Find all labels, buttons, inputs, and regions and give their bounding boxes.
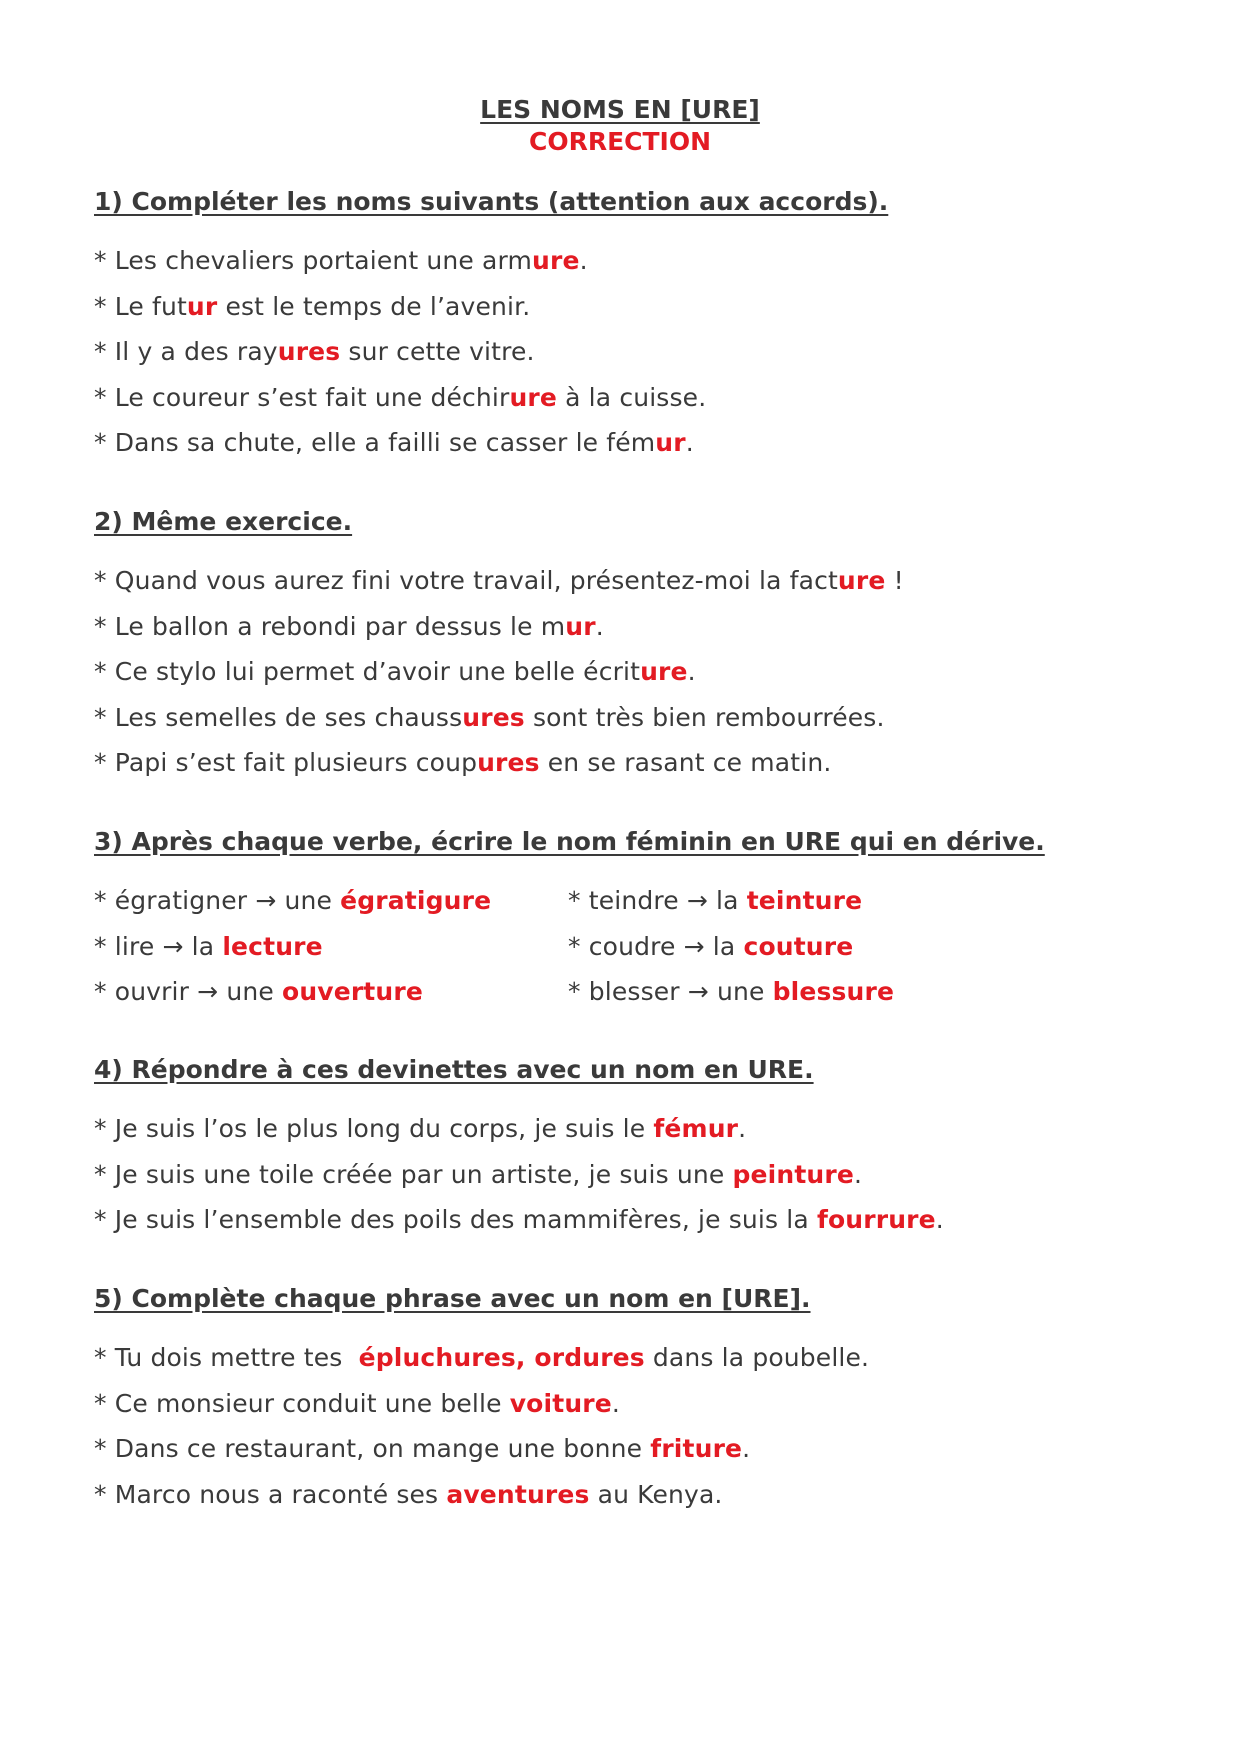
- line-text-before: * Dans sa chute, elle a failli se casser le fém: [94, 428, 656, 458]
- line-text-after: .: [611, 1388, 620, 1418]
- line-text-after: .: [685, 428, 694, 458]
- line-text-after: .: [579, 246, 588, 275]
- line-text-after: .: [742, 1434, 751, 1464]
- answer-text: fémur: [653, 1114, 739, 1143]
- exercise-line: [94, 1432, 1154, 1478]
- exercise-line: [568, 930, 1068, 976]
- answer-text: lecture: [222, 931, 323, 961]
- page-subtitle: CORRECTION: [528, 127, 712, 156]
- answer-text: voiture: [509, 1388, 612, 1418]
- line-text-after: .: [595, 611, 604, 641]
- exercise-3-title: 3) Après chaque verbe, écrire le nom féminin en URE qui en dérive.: [94, 827, 1045, 856]
- answer-text: ure: [837, 566, 886, 595]
- exercise-1-title: 1) Compléter les noms suivants (attention aux accords).: [94, 187, 889, 216]
- answer-text: ur: [186, 291, 218, 321]
- line-text-before: * Le coureur s’est fait une déchir: [94, 382, 510, 412]
- line-text-before: * Tu dois mettre tes: [94, 1343, 359, 1372]
- line-text-before: * Les chevaliers portaient une arm: [94, 246, 533, 275]
- exercise-line: [94, 1203, 1154, 1249]
- answer-text: fourrure: [816, 1205, 936, 1235]
- line-text-before: * Il y a des ray: [94, 337, 278, 367]
- line-text-after: au Kenya.: [589, 1479, 723, 1509]
- exercise-line: [94, 975, 568, 1021]
- exercise-3: [94, 826, 1154, 1021]
- line-text-after: dans la poubelle.: [644, 1343, 870, 1372]
- exercise-5-title: 5) Complète chaque phrase avec un nom en [URE].: [94, 1284, 811, 1313]
- answer-text: teinture: [746, 886, 863, 915]
- answer-text: égratigure: [340, 886, 492, 915]
- line-text-before: * Les semelles de ses chauss: [94, 702, 463, 732]
- answer-text: friture: [650, 1434, 743, 1464]
- answer-text: couture: [743, 931, 854, 961]
- answer-text: ur: [565, 611, 596, 641]
- exercise-line: [94, 244, 1154, 290]
- line-text-after: est le temps de l’avenir.: [217, 291, 531, 321]
- line-text-before: * Papi s’est fait plusieurs coup: [94, 748, 478, 778]
- exercise-line: [94, 426, 1154, 472]
- line-text-after: sur cette vitre.: [340, 337, 535, 367]
- line-text-before: * coudre → la: [568, 931, 744, 961]
- line-text-after: !: [885, 566, 904, 595]
- exercise-2: [94, 506, 1154, 792]
- line-text-before: * Ce monsieur conduit une belle: [94, 1388, 510, 1418]
- line-text-before: * teindre → la: [568, 886, 747, 915]
- line-text-before: * Quand vous aurez fini votre travail, présentez-moi la fact: [94, 566, 838, 595]
- exercise-1: [94, 186, 1154, 472]
- line-text-before: * Ce stylo lui permet d’avoir une belle écrit: [94, 657, 641, 687]
- exercise-line: [94, 1158, 1154, 1204]
- exercise-line: [94, 701, 1154, 747]
- line-text-before: * Je suis l’ensemble des poils des mammifères, je suis la: [94, 1205, 817, 1235]
- exercise-line: [94, 1387, 1154, 1433]
- exercise-line: [94, 746, 1154, 792]
- exercise-4-title: 4) Répondre à ces devinettes avec un nom en URE.: [94, 1055, 814, 1084]
- answer-text: ouverture: [282, 977, 423, 1007]
- answer-text: ures: [462, 702, 525, 732]
- line-text-before: * lire → la: [94, 931, 223, 961]
- exercise-line: [94, 290, 1154, 336]
- line-text-before: * ouvrir → une: [94, 977, 282, 1007]
- answer-text: ures: [277, 337, 341, 367]
- exercise-line: [94, 884, 568, 930]
- exercise-line: [94, 655, 1154, 701]
- line-text-after: à la cuisse.: [557, 382, 707, 412]
- exercise-1-items: [94, 244, 1154, 472]
- line-text-before: * Le fut: [94, 291, 187, 321]
- exercise-line: [94, 335, 1154, 381]
- exercise-line: [568, 975, 1068, 1021]
- exercise-line: [94, 1341, 1154, 1387]
- line-text-after: .: [853, 1159, 863, 1189]
- answer-text: ure: [640, 657, 688, 687]
- line-text-after: .: [935, 1205, 944, 1235]
- answer-text: ur: [655, 428, 686, 458]
- answer-text: ures: [477, 748, 540, 778]
- answer-text: aventures: [446, 1479, 590, 1509]
- exercise-line: [94, 1112, 1154, 1158]
- exercise-line: [568, 884, 1068, 930]
- exercise-line: [94, 564, 1154, 610]
- exercise-5: [94, 1283, 1154, 1523]
- exercise-line: [94, 610, 1154, 656]
- line-text-before: * égratigner → une: [94, 886, 341, 915]
- answer-text: blessure: [772, 977, 895, 1007]
- line-text-after: .: [687, 657, 696, 687]
- exercise-2-title: 2) Même exercice.: [94, 507, 353, 536]
- line-text-before: * Je suis l’os le plus long du corps, je suis le: [94, 1114, 654, 1143]
- answer-text: ure: [532, 246, 580, 275]
- page-title: LES NOMS EN [URE]: [480, 95, 760, 124]
- answer-text: épluchures, ordures: [358, 1343, 645, 1372]
- line-text-before: * Je suis une toile créée par un artiste, je suis une: [94, 1159, 733, 1189]
- exercise-4: [94, 1054, 1154, 1249]
- line-text-after: en se rasant ce matin.: [539, 748, 832, 778]
- exercise-5-items: [94, 1341, 1154, 1523]
- line-text-before: * Dans ce restaurant, on mange une bonne: [94, 1434, 651, 1464]
- answer-text: ure: [509, 382, 557, 412]
- exercise-4-items: [94, 1112, 1154, 1249]
- line-text-before: * Le ballon a rebondi par dessus le m: [94, 611, 566, 641]
- line-text-after: .: [738, 1114, 747, 1143]
- exercise-2-items: [94, 564, 1154, 792]
- exercise-line: [94, 1478, 1154, 1524]
- exercise-3-items: [94, 884, 1154, 1021]
- line-text-before: * blesser → une: [568, 977, 773, 1007]
- line-text-after: sont très bien rembourrées.: [524, 702, 885, 732]
- exercise-line: [94, 930, 568, 976]
- answer-text: peinture: [732, 1159, 854, 1189]
- page-header: [0, 94, 1240, 158]
- line-text-before: * Marco nous a raconté ses: [94, 1479, 447, 1509]
- exercise-line: [94, 381, 1154, 427]
